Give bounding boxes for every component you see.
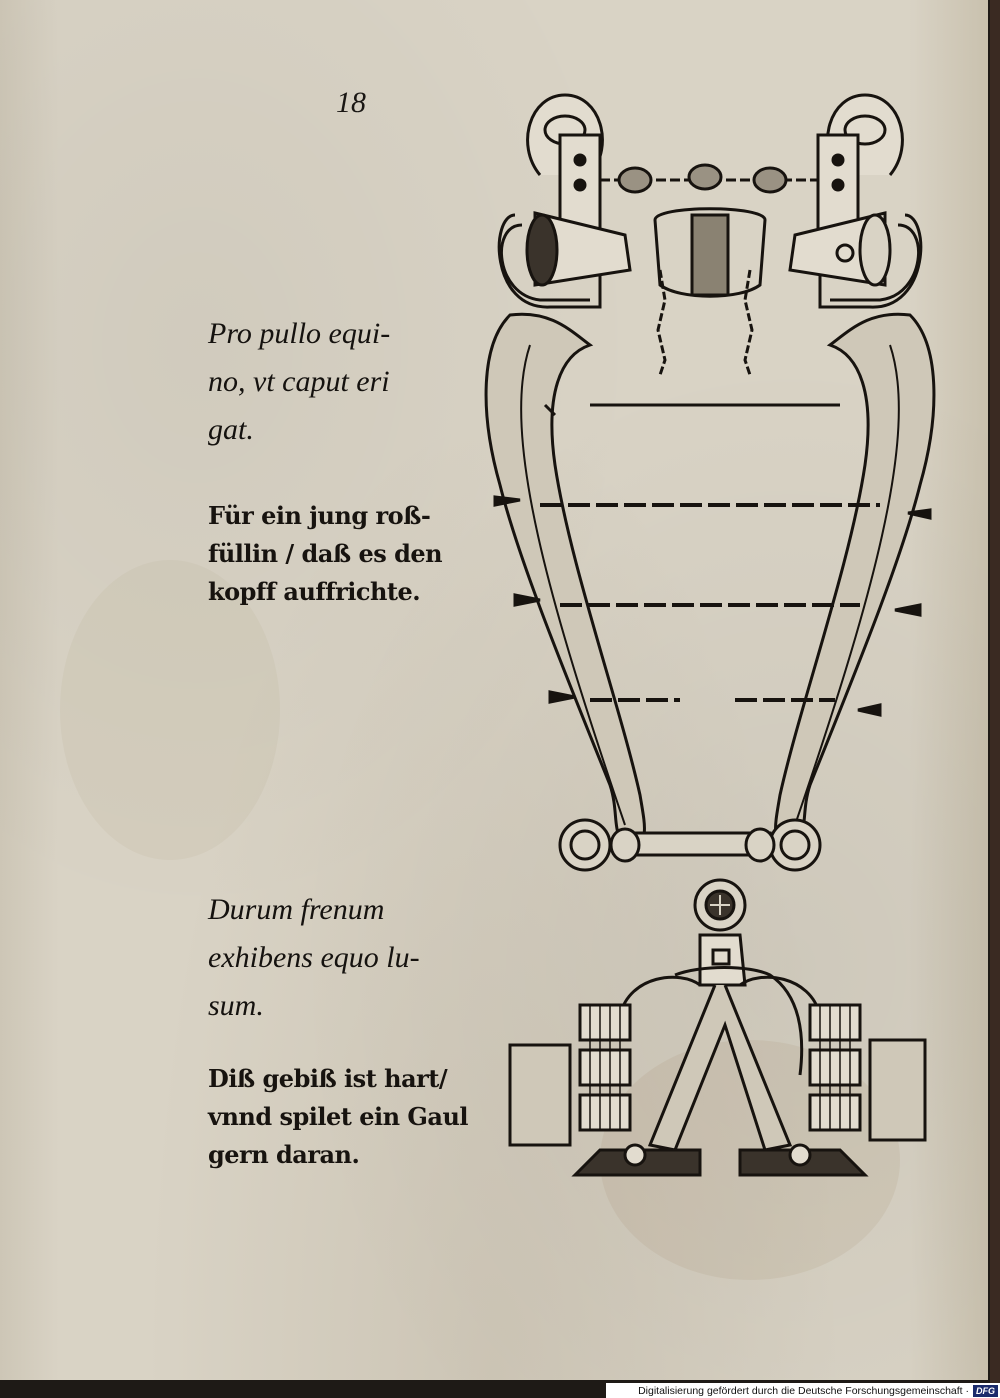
caption-line: Durum frenum [208,893,385,926]
latin-caption-2 [208,886,420,1030]
caption-line: Diß gebiß ist hart/ [208,1064,448,1093]
footer-credit: Digitalisierung gefördert durch die Deutsche Forschungsgemeinschaft · [638,1384,969,1397]
caption-line: no, vt caput eri [208,365,390,398]
caption-line: Für ein jung roß- [208,501,431,530]
caption-line: vnnd spilet ein Gaul [208,1102,469,1131]
caption-line: gat. [208,413,254,446]
hard-bit-illustration [500,875,940,1185]
latin-caption-1 [208,310,390,454]
caption-line: Pro pullo equi- [208,317,391,350]
caption-line: exhibens equo lu- [208,941,420,974]
footer-bar [606,1383,1000,1398]
caption-line: füllin / daß es den [208,539,443,568]
german-caption-1 [208,497,442,611]
german-caption-2 [208,1060,468,1174]
curb-bit-illustration [460,85,960,885]
page-number: 18 [336,86,366,119]
caption-line: gern daran. [208,1140,360,1169]
caption-line: sum. [208,989,264,1022]
book-edge [990,0,1000,1385]
caption-line: kopff auffrichte. [208,577,421,606]
dfg-logo: DFG [973,1385,998,1397]
